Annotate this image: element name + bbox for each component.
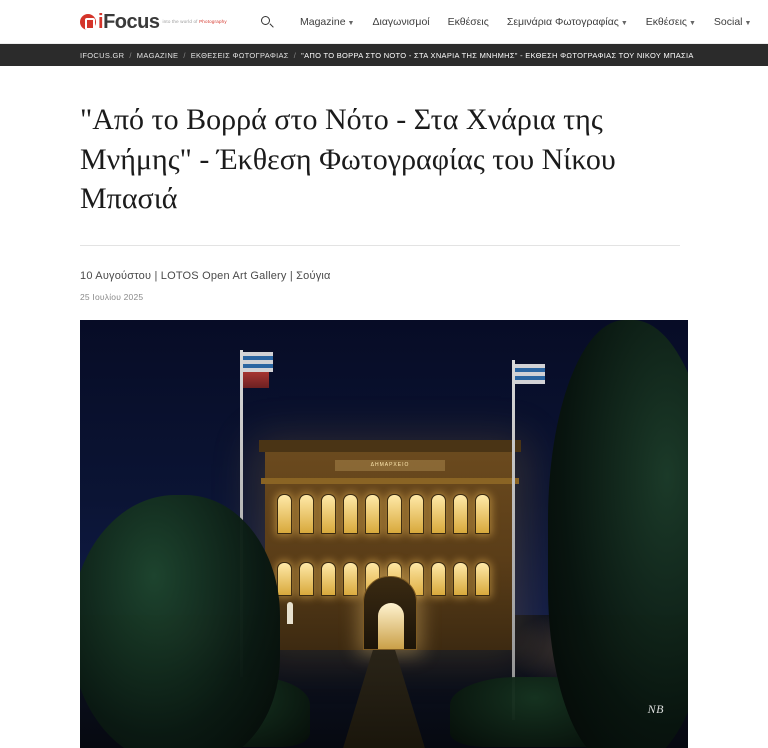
- article-meta: 10 Αυγούστου | LOTOS Open Art Gallery | Σούγια: [80, 269, 331, 282]
- logo-tagline-accent: Photography: [199, 19, 227, 24]
- palm-tree-right: [548, 320, 688, 748]
- window: [299, 494, 314, 534]
- window: [343, 562, 358, 596]
- nav-item-magazine[interactable]: [300, 16, 354, 28]
- window: [475, 494, 490, 534]
- logo-text-focus: Focus: [103, 10, 160, 33]
- search-icon-handle: [269, 23, 274, 28]
- logo-tagline: [162, 19, 226, 24]
- nav-label: Social: [713, 15, 743, 28]
- site-logo[interactable]: [80, 12, 230, 32]
- site-header: [0, 0, 768, 44]
- flag-greek-left: [243, 352, 273, 372]
- chevron-down-icon: ▼: [347, 19, 355, 27]
- chevron-down-icon: ▼: [688, 19, 696, 27]
- logo-text: [98, 12, 159, 32]
- nav-label: Εκθέσεις: [645, 15, 687, 28]
- breadcrumb-item-current: "ΑΠΟ ΤΟ ΒΟΡΡΑ ΣΤΟ ΝΟΤΟ - ΣΤΑ ΧΝΑΡΙΑ ΤΗΣ ΜΝΗΜΗΣ" - ΕΚΘΕΣΗ ΦΩΤΟΓΡΑΦΙΑΣ ΤΟΥ ΝΙΚΟΥ ΜΠΑΣΙΑ: [301, 50, 694, 60]
- window: [277, 562, 292, 596]
- building-sign: ΔΗΜΑΡΧΕΙΟ: [335, 460, 445, 471]
- window: [431, 494, 446, 534]
- breadcrumb-separator: /: [129, 50, 132, 60]
- nav-item-seminaria[interactable]: [507, 16, 628, 28]
- page-title: "Από το Βορρά στο Νότο - Στα Χνάρια της Μνήμης" - Έκθεση Φωτογραφίας του Νίκου Μπασιά: [80, 100, 680, 246]
- nav-label: Σεμινάρια Φωτογραφίας: [506, 15, 619, 28]
- nav-item-social[interactable]: [714, 16, 752, 28]
- window: [453, 494, 468, 534]
- camera-logo-icon: [80, 14, 96, 30]
- nav-item-diagonismoi[interactable]: [372, 16, 429, 28]
- chevron-down-icon: ▼: [620, 19, 628, 27]
- flag-greek-right: [515, 364, 545, 384]
- nav-label: Διαγωνισμοί: [372, 15, 430, 28]
- window: [343, 494, 358, 534]
- window: [453, 562, 468, 596]
- breadcrumb-separator: /: [293, 50, 297, 60]
- breadcrumb-separator: /: [183, 50, 186, 60]
- nav-item-ektheseis-2[interactable]: [646, 16, 696, 28]
- window: [409, 494, 424, 534]
- logo-text-i: i: [98, 10, 104, 33]
- window: [299, 562, 314, 596]
- window: [277, 494, 292, 534]
- palm-tree-left: [80, 495, 280, 748]
- main-navigation: [260, 14, 751, 30]
- building-entrance: [363, 576, 417, 650]
- nav-item-ektheseis[interactable]: [448, 16, 489, 28]
- window: [365, 494, 380, 534]
- neoclassical-building: [265, 450, 515, 650]
- article: [0, 100, 768, 748]
- logo-tagline-pre: into the world of: [162, 19, 200, 24]
- window: [475, 562, 490, 596]
- upper-window-row: [277, 494, 490, 534]
- article-date: 25 Ιουλίου 2025: [80, 291, 144, 302]
- breadcrumb: [0, 44, 768, 66]
- building-cornice: [261, 478, 519, 484]
- breadcrumb-item-home[interactable]: IFOCUS.GR: [80, 50, 125, 60]
- flag-red-left: [243, 372, 269, 388]
- window: [431, 562, 446, 596]
- chevron-down-icon: ▼: [744, 19, 752, 27]
- building-roof: [259, 440, 521, 452]
- window: [321, 562, 336, 596]
- statue: [287, 602, 293, 624]
- window: [321, 494, 336, 534]
- flagpole-right: [512, 360, 515, 720]
- article-hero-image: [80, 320, 688, 748]
- breadcrumb-item-magazine[interactable]: MAGAZINE: [136, 50, 179, 60]
- nav-label: Magazine: [300, 15, 346, 28]
- nav-label: Εκθέσεις: [447, 15, 489, 28]
- photographer-signature: ΝΒ: [647, 701, 664, 716]
- search-icon[interactable]: [260, 14, 276, 30]
- breadcrumb-item-category[interactable]: ΕΚΘΕΣΕΙΣ ΦΩΤΟΓΡΑΦΙΑΣ: [190, 50, 289, 60]
- window: [387, 494, 402, 534]
